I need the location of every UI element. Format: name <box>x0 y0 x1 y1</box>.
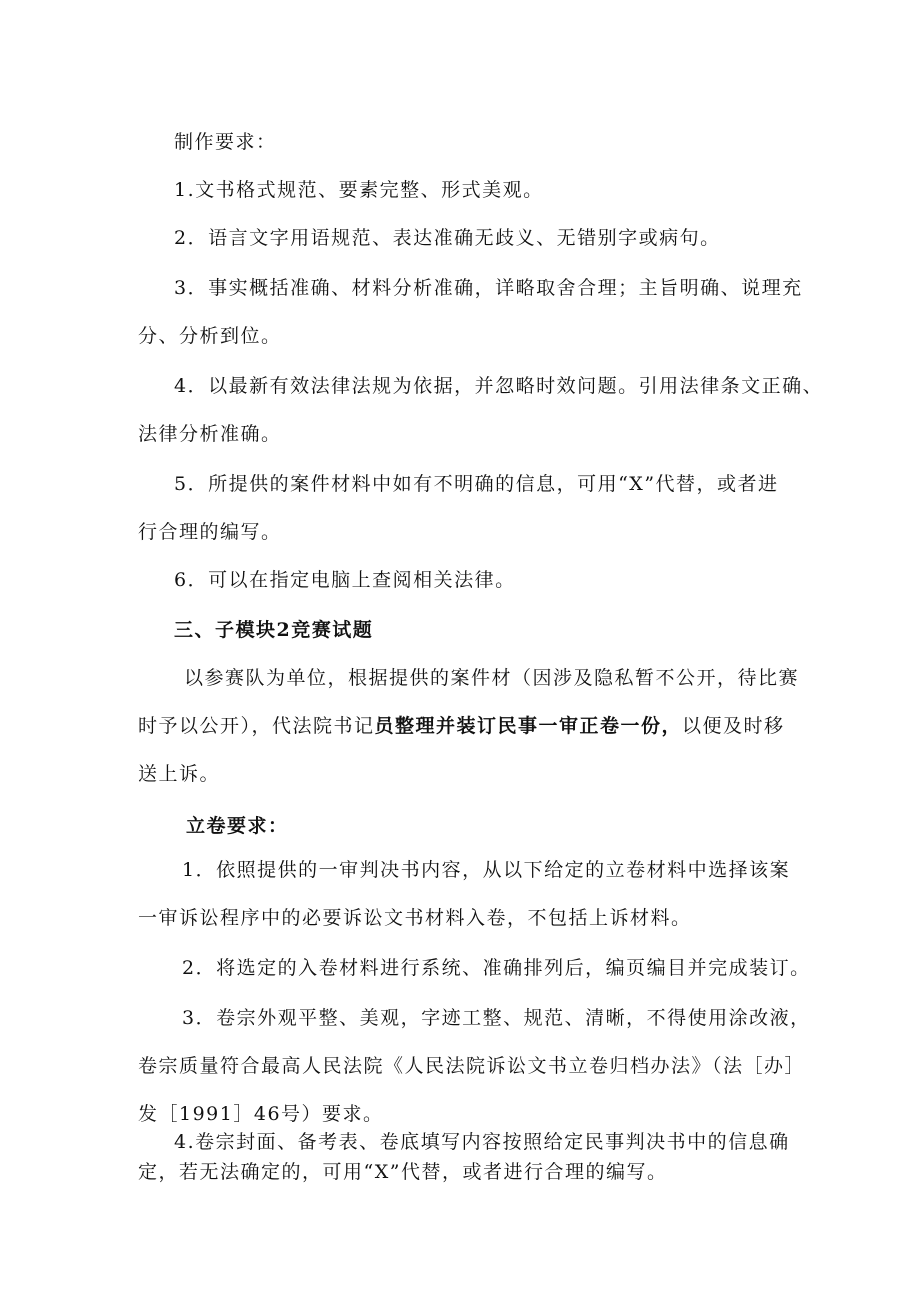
make-req-item-1: 1.文书格式规范、要素完整、形式美观。 <box>174 179 544 201</box>
make-requirements-heading: 制作要求： <box>174 131 277 153</box>
section-3-line-2: 时予以公开），代法院书记员整理并装订民事一审正卷一份，以便及时移 <box>138 715 785 737</box>
file-req-item-1: 1．依照提供的一审判决书内容，从以下给定的立卷材料中选择该案 一审诉讼程序中的必要诉讼文书材料入卷，不包括上诉材料。 <box>138 859 791 929</box>
file-req-item-4: 4.卷宗封面、备考表、卷底填写内容按照给定民事判决书中的信息确 定，若无法确定的，可用“X”代替，或者进行合理的编写。 <box>138 1131 790 1183</box>
section-3-title: 三、子模块2竞赛试题 <box>174 619 374 641</box>
file-req-item-3: 3．卷宗外观平整、美观，字迹工整、规范、清晰，不得使用涂改液， 卷宗质量符合最高人民法院《人民法院诉讼文书立卷归档办法》（法［办］ 发［1991］46号）要求。 <box>138 1007 811 1125</box>
make-req-item-2: 2．语言文字用语规范、表达准确无歧义、无错别字或病句。 <box>174 227 721 249</box>
bold-emphasis: 员整理并装订民事一审正卷一份， <box>374 715 683 737</box>
make-req-item-3: 3．事实概括准确、材料分析准确，详略取舍合理；主旨明确、说理充 分、分析到位。 <box>138 277 803 347</box>
make-req-item-5: 5．所提供的案件材料中如有不明确的信息，可用“X”代替，或者进 行合理的编写。 <box>138 473 779 543</box>
filing-requirements-heading: 立卷要求： <box>186 815 289 837</box>
section-3-paragraph: 以参赛队为单位，根据提供的案件材（因涉及隐私暂不公开，待比赛 时予以公开），代法院书记员整理并装订民事一审正卷一份，以便及时移 送上诉。 <box>138 667 800 785</box>
make-req-item-6: 6．可以在指定电脑上查阅相关法律。 <box>174 569 516 591</box>
file-req-item-2: 2．将选定的入卷材料进行系统、准确排列后，编页编目并完成装订。 <box>182 957 811 979</box>
make-req-item-4: 4．以最新有效法律法规为依据，并忽略时效问题。引用法律条文正确、 法律分析准确。 <box>138 375 824 445</box>
